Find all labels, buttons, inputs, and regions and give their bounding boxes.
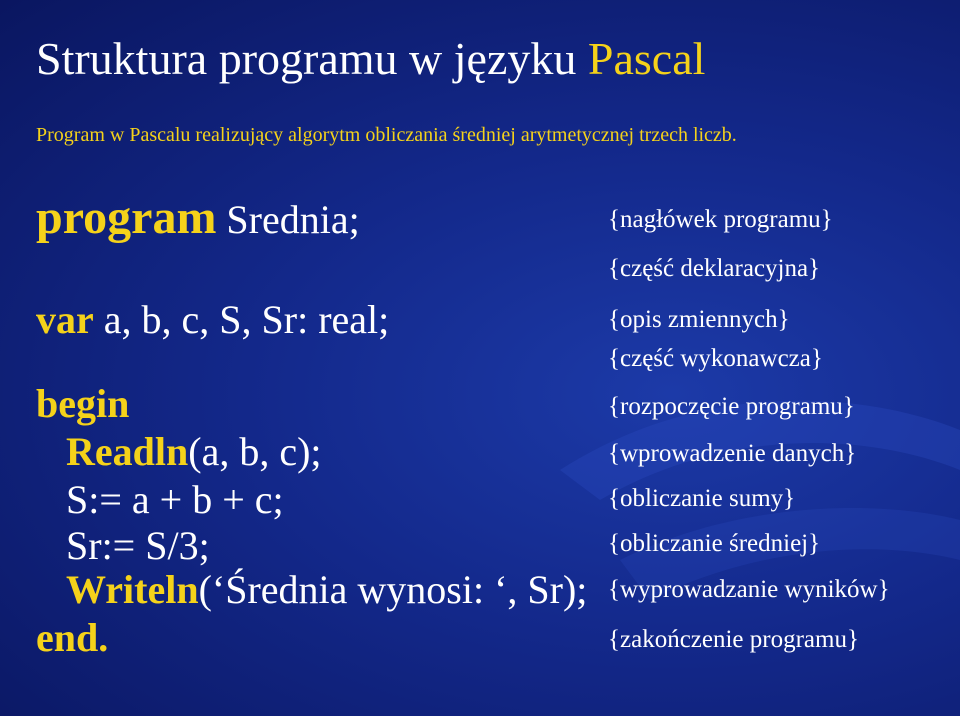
keyword-program: program	[36, 191, 217, 244]
subtitle: Program w Pascalu realizujący algorytm obliczania średniej arytmetycznej trzech liczb.	[36, 124, 737, 146]
comment-executable: {część wykonawcza}	[608, 345, 823, 372]
keyword-begin: begin	[36, 381, 130, 426]
code-line-end	[36, 614, 108, 661]
writeln-args: (‘Średnia wynosi: ‘, Sr);	[198, 567, 588, 612]
comment-begin: {rozpoczęcie programu}	[608, 393, 855, 420]
comment-output: {wyprowadzanie wyników}	[608, 576, 890, 603]
keyword-end: end.	[36, 615, 109, 660]
comment-average: {obliczanie średniej}	[608, 530, 821, 557]
program-name: Srednia;	[216, 197, 360, 242]
comment-input: {wprowadzenie danych}	[608, 440, 857, 467]
var-declaration: a, b, c, S, Sr: real;	[93, 297, 390, 342]
page-title	[36, 32, 705, 85]
code-line-begin	[36, 380, 129, 427]
title-highlight: Pascal	[587, 33, 706, 84]
keyword-var: var	[36, 297, 94, 342]
code-line-sum: S:= a + b + c;	[66, 477, 284, 522]
code-line-readln	[66, 428, 322, 475]
comment-header: {nagłówek programu}	[608, 206, 833, 233]
code-line-var	[36, 296, 389, 343]
comment-declarations: {część deklaracyjna}	[608, 255, 821, 282]
title-main: Struktura programu w języku	[36, 33, 577, 84]
code-line-program	[36, 190, 360, 245]
comment-sum: {obliczanie sumy}	[608, 485, 796, 512]
code-line-avg: Sr:= S/3;	[66, 523, 210, 568]
keyword-readln: Readln	[66, 429, 189, 474]
code-line-writeln	[66, 566, 587, 613]
keyword-writeln: Writeln	[66, 567, 199, 612]
comment-variables: {opis zmiennych}	[608, 306, 790, 333]
comment-end: {zakończenie programu}	[608, 626, 859, 653]
readln-args: (a, b, c);	[188, 429, 322, 474]
